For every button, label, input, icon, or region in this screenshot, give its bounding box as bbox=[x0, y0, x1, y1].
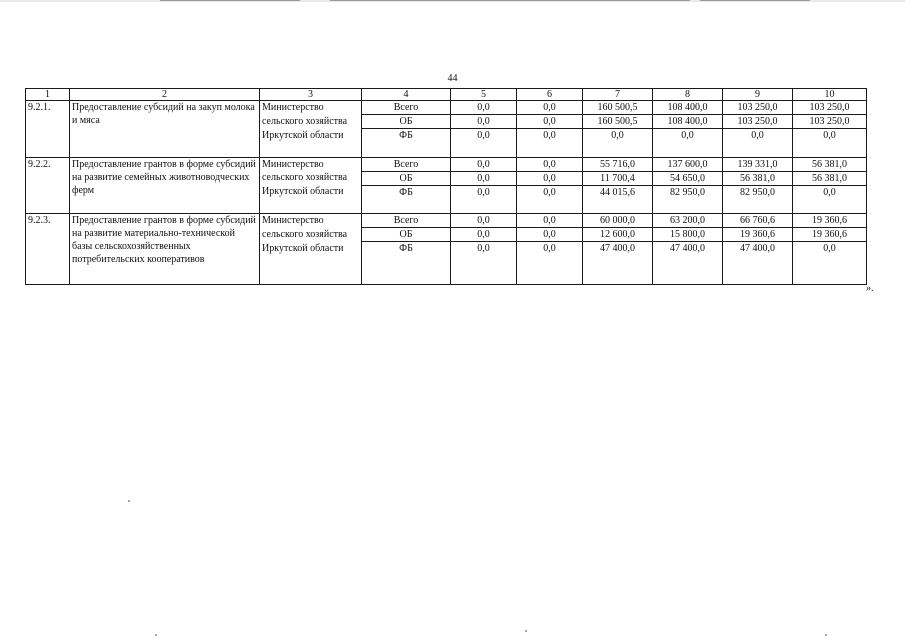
value-cell: 108 400,0 bbox=[653, 101, 723, 115]
funding-type: ОБ bbox=[362, 228, 451, 242]
value-cell: 0,0 bbox=[451, 171, 517, 185]
funding-type: Всего bbox=[362, 157, 451, 171]
value-cell: 0,0 bbox=[517, 214, 583, 228]
value-cell: 0,0 bbox=[793, 185, 867, 214]
value-cell: 0,0 bbox=[723, 129, 793, 158]
value-cell: 0,0 bbox=[451, 115, 517, 129]
col-header: 8 bbox=[653, 89, 723, 101]
value-cell: 0,0 bbox=[517, 242, 583, 285]
value-cell: 0,0 bbox=[653, 129, 723, 158]
scan-speck bbox=[825, 634, 827, 636]
value-cell: 103 250,0 bbox=[793, 115, 867, 129]
table-row bbox=[26, 157, 867, 171]
value-cell: 0,0 bbox=[517, 171, 583, 185]
executor-line: Иркутской области bbox=[260, 185, 362, 214]
executor-line: Иркутской области bbox=[260, 129, 362, 158]
value-cell: 56 381,0 bbox=[793, 171, 867, 185]
value-cell: 103 250,0 bbox=[723, 101, 793, 115]
value-cell: 103 250,0 bbox=[723, 115, 793, 129]
value-cell: 0,0 bbox=[517, 185, 583, 214]
executor-line: Министерство bbox=[260, 157, 362, 171]
scan-speck bbox=[128, 500, 130, 502]
header-row bbox=[26, 89, 867, 101]
value-cell: 160 500,5 bbox=[583, 115, 653, 129]
scan-edge bbox=[0, 0, 905, 2]
value-cell: 0,0 bbox=[451, 242, 517, 285]
executor-line: сельского хозяйства bbox=[260, 228, 362, 242]
funding-type: ОБ bbox=[362, 171, 451, 185]
col-header: 4 bbox=[362, 89, 451, 101]
funding-type: ФБ bbox=[362, 129, 451, 158]
value-cell: 160 500,5 bbox=[583, 101, 653, 115]
value-cell: 56 381,0 bbox=[723, 171, 793, 185]
value-cell: 12 600,0 bbox=[583, 228, 653, 242]
value-cell: 82 950,0 bbox=[653, 185, 723, 214]
value-cell: 0,0 bbox=[517, 157, 583, 171]
value-cell: 0,0 bbox=[451, 214, 517, 228]
col-header: 1 bbox=[26, 89, 70, 101]
item-title: Предоставление грантов в форме субсидий на развитие материально-технической базы сельскохозяйственных потребительских кооперативов bbox=[70, 214, 260, 285]
value-cell: 66 760,6 bbox=[723, 214, 793, 228]
value-cell: 0,0 bbox=[451, 228, 517, 242]
value-cell: 82 950,0 bbox=[723, 185, 793, 214]
value-cell: 63 200,0 bbox=[653, 214, 723, 228]
value-cell: 19 360,6 bbox=[723, 228, 793, 242]
value-cell: 0,0 bbox=[517, 101, 583, 115]
value-cell: 11 700,4 bbox=[583, 171, 653, 185]
funding-type: Всего bbox=[362, 214, 451, 228]
col-header: 10 bbox=[793, 89, 867, 101]
value-cell: 0,0 bbox=[517, 228, 583, 242]
value-cell: 0,0 bbox=[517, 115, 583, 129]
value-cell: 108 400,0 bbox=[653, 115, 723, 129]
scan-speck bbox=[525, 630, 527, 632]
value-cell: 0,0 bbox=[793, 242, 867, 285]
value-cell: 139 331,0 bbox=[723, 157, 793, 171]
value-cell: 44 015,6 bbox=[583, 185, 653, 214]
value-cell: 0,0 bbox=[451, 185, 517, 214]
funding-type: ОБ bbox=[362, 115, 451, 129]
value-cell: 0,0 bbox=[451, 157, 517, 171]
col-header: 6 bbox=[517, 89, 583, 101]
budget-table bbox=[25, 88, 867, 285]
page-number: 44 bbox=[447, 73, 458, 84]
value-cell: 0,0 bbox=[583, 129, 653, 158]
executor-line: сельского хозяйства bbox=[260, 171, 362, 185]
funding-type: ФБ bbox=[362, 185, 451, 214]
col-header: 2 bbox=[70, 89, 260, 101]
executor-line: Министерство bbox=[260, 214, 362, 228]
col-header: 7 bbox=[583, 89, 653, 101]
value-cell: 47 400,0 bbox=[653, 242, 723, 285]
table-row bbox=[26, 101, 867, 115]
executor-line: Министерство bbox=[260, 101, 362, 115]
item-code: 9.2.1. bbox=[26, 101, 70, 158]
value-cell: 0,0 bbox=[793, 129, 867, 158]
value-cell: 19 360,6 bbox=[793, 228, 867, 242]
value-cell: 47 400,0 bbox=[723, 242, 793, 285]
value-cell: 0,0 bbox=[451, 101, 517, 115]
item-title: Предоставление субсидий на закуп молока и мяса bbox=[70, 101, 260, 158]
col-header: 5 bbox=[451, 89, 517, 101]
item-code: 9.2.3. bbox=[26, 214, 70, 285]
value-cell: 19 360,6 bbox=[793, 214, 867, 228]
item-code: 9.2.2. bbox=[26, 157, 70, 214]
value-cell: 55 716,0 bbox=[583, 157, 653, 171]
value-cell: 56 381,0 bbox=[793, 157, 867, 171]
value-cell: 15 800,0 bbox=[653, 228, 723, 242]
closing-quote: ». bbox=[866, 283, 874, 294]
executor-line: сельского хозяйства bbox=[260, 115, 362, 129]
table-row bbox=[26, 214, 867, 228]
value-cell: 0,0 bbox=[451, 129, 517, 158]
col-header: 9 bbox=[723, 89, 793, 101]
value-cell: 0,0 bbox=[517, 129, 583, 158]
value-cell: 137 600,0 bbox=[653, 157, 723, 171]
item-title: Предоставление грантов в форме субсидий на развитие семейных животноводческих ферм bbox=[70, 157, 260, 214]
value-cell: 47 400,0 bbox=[583, 242, 653, 285]
col-header: 3 bbox=[260, 89, 362, 101]
funding-type: Всего bbox=[362, 101, 451, 115]
executor-line: Иркутской области bbox=[260, 242, 362, 285]
value-cell: 103 250,0 bbox=[793, 101, 867, 115]
scan-speck bbox=[155, 634, 157, 636]
funding-type: ФБ bbox=[362, 242, 451, 285]
value-cell: 54 650,0 bbox=[653, 171, 723, 185]
value-cell: 60 000,0 bbox=[583, 214, 653, 228]
